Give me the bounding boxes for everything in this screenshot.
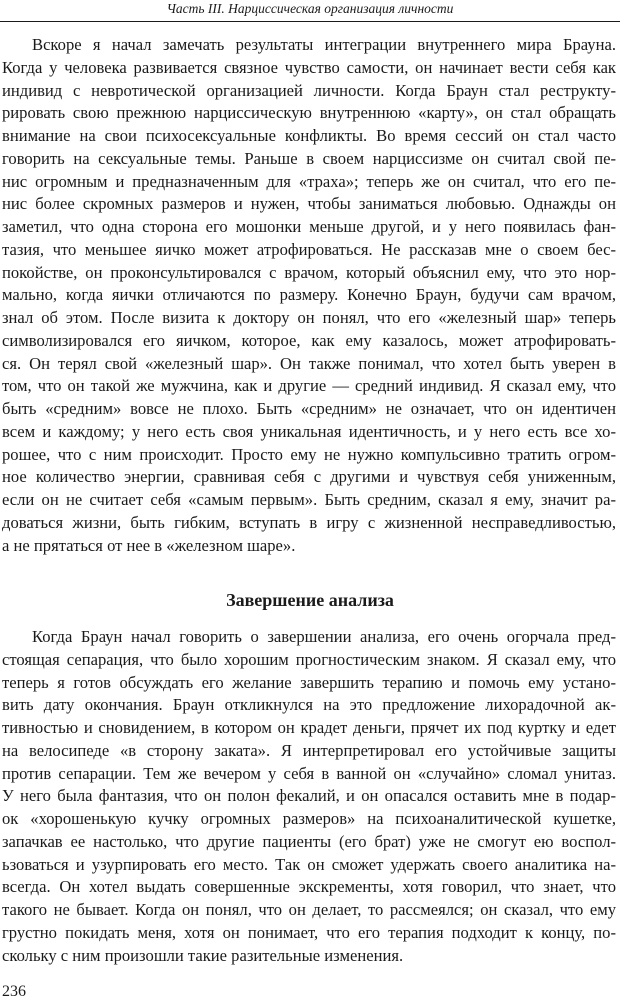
paragraph-line: внимание на свои психосексуальные конфликты. Во время сессий он стал часто (2, 126, 616, 145)
paragraph-line: теперь я готов обсуждать его желание завершить терапию и помочь ему устано- (2, 672, 616, 692)
running-header: Часть III. Нарциссическая организация личности (166, 1, 454, 16)
paragraph-line: символизировался его яичком, которое, как ему казалось, может атрофировать- (2, 330, 616, 350)
paragraph-line: доваться жизни, быть гибким, вступать в игру с жизненной несправедливостью, (2, 512, 616, 532)
paragraph-line: мально, когда яички отличаются по размеру. Конечно Браун, будучи сам врачом, (2, 285, 616, 305)
paragraph-line: покойстве, он проконсультировался с врачом, который объяснил ему, что это нор- (2, 262, 616, 282)
paragraph-line: Вскоре я начал замечать результаты интеграции внутреннего мира Брауна. (32, 35, 616, 54)
paragraph-2 (2, 626, 616, 967)
paragraph-line: говорить на сексуальные темы. Раньше в своем нарциссизме он считал свой пе- (2, 148, 616, 168)
paragraph-line: рошее, что с ним происходит. Просто ему не нужно компульсивно тратить огром- (2, 444, 616, 464)
paragraph-line: грустно покидать меня, хотя он понимает, что его терапия подходит к концу, по- (2, 922, 616, 942)
paragraph-line: быть «средним» вовсе не плохо. Быть «средним» не означает, что он идентичен (2, 399, 616, 418)
paragraph-line: всегда. Он хотел выдать совершенные экскременты, хотя говорил, что знает, что (2, 877, 616, 897)
paragraph-line: если он не считает себя «самым первым». Быть средним, сказал я ему, значит ра- (2, 490, 616, 509)
paragraph-line: том, что он такой же мужчина, как и другие — средний индивид. Я сказал ему, что (2, 376, 616, 396)
paragraph-line: ное количество энергии, сравнивая себя с другими и чувствуя себя униженным, (2, 467, 616, 487)
paragraph-line: Когда у человека развивается связное чувство самости, он начинает вести себя как (2, 57, 616, 77)
paragraph-line: нис огромным и предназначенным для «траха»; теперь же он считал, что его пе- (2, 171, 616, 191)
header-rule (0, 21, 620, 22)
paragraph-line: нис более скромных размеров и нужен, чтобы заниматься любовью. Однажды он (2, 194, 616, 214)
section-title: Завершение анализа (226, 590, 394, 610)
paragraph-line: стоящая сепарация, что было хорошим прогностическим знаком. Я сказал ему, что (2, 649, 616, 669)
paragraph-line: тивностью и сновидением, в котором он крадет деньги, прячет их под куртку и едет (2, 718, 616, 737)
paragraph-line: скольку с ним произошли такие разительные изменения. (2, 945, 404, 965)
paragraph-line: вить дату окончания. Браун откликнулся на это предложение лихорадочной ак- (2, 695, 616, 715)
paragraph-line: У него была фантазия, что он полон фекалий, и он опасался оставить мне в подар- (2, 786, 616, 806)
paragraph-line: тазия, что меньшее яичко может атрофироваться. Не рассказав мне о своем бес- (2, 239, 616, 259)
paragraph-line: а не прятаться от нее в «железном шаре». (2, 535, 296, 555)
paragraph-line: такого не бывает. Когда он понял, что он делает, то рассмеялся; он сказал, что ему (2, 900, 616, 919)
paragraph-line: ьзоваться и узурпировать его место. Так он сможет удержать своего аналитика на- (2, 854, 616, 874)
paragraph-line: знал об этом. После визита к доктору он понял, что его «железный шар» теперь (2, 308, 616, 327)
paragraph-line: ся. Он терял свой «железный шар». Он также понимал, что хотел быть уверен в (2, 353, 616, 373)
paragraph-line: рировать свою прежнюю нарциссическую внутреннюю «карту», он стал обращать (2, 103, 616, 123)
paragraph-line: против сепарации. Тем же вечером у себя в ванной он «случайно» сломал унитаз. (2, 763, 616, 783)
paragraph-line: ок «хорошенькую кучку огромных размеров» на психоаналитической кушетке, (2, 809, 616, 828)
paragraph-1 (2, 34, 616, 557)
paragraph-line: Когда Браун начал говорить о завершении анализа, его очень огорчала пред- (32, 627, 616, 646)
page-number: 236 (2, 983, 26, 1000)
paragraph-line: на велосипеде «в сторону заката». Я интерпретировал его устойчивые защиты (2, 740, 616, 760)
paragraph-line: запачкав ее настолько, что другие пациенты (его брат) уже не смогут ею воспол- (2, 831, 616, 851)
paragraph-line: заметил, что одна сторона его мошонки меньше другой, и у него появилась фан- (2, 217, 616, 236)
paragraph-line: всем и каждому; у него есть своя уникальная идентичность, и у него есть все хо- (2, 421, 616, 441)
paragraph-line: индивид с невротической организацией личности. Когда Браун стал реструкту- (2, 80, 616, 100)
